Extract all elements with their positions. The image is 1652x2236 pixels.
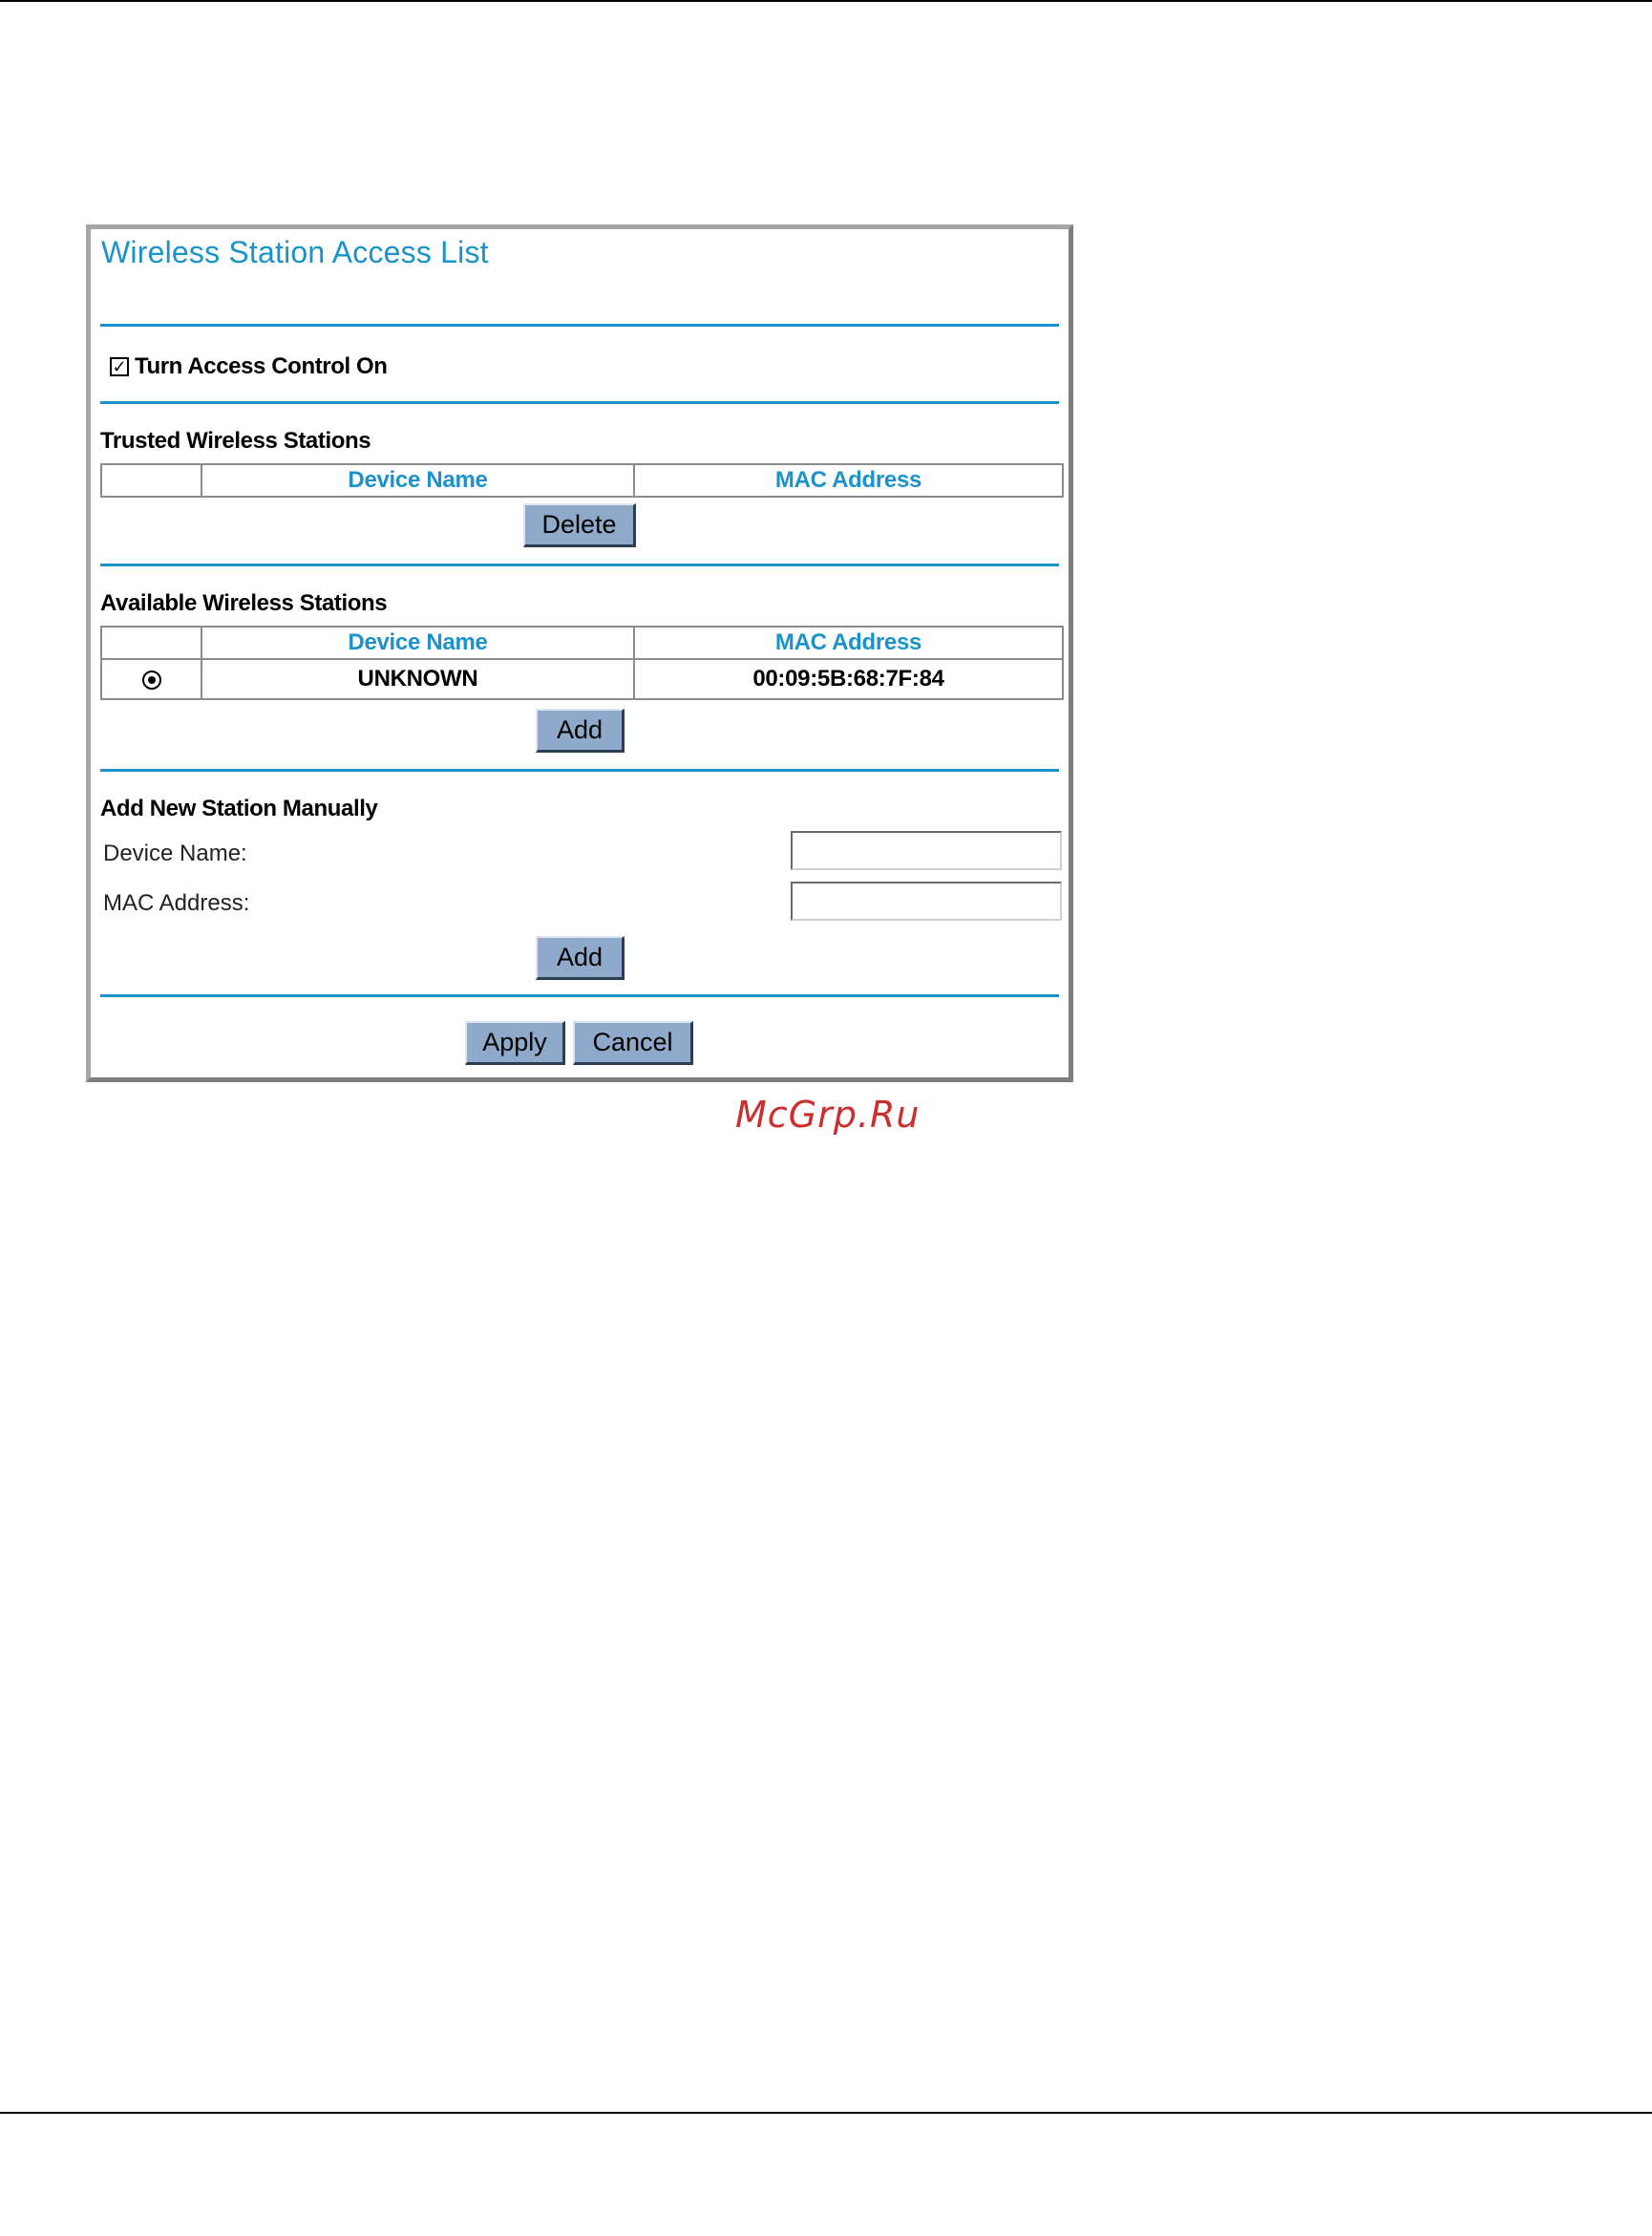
delete-button[interactable]: Delete [523,503,636,547]
page-title: Wireless Station Access List [101,235,489,269]
access-list-panel [86,224,1073,1082]
column-header-mac-address: MAC Address [634,464,1063,497]
apply-button[interactable]: Apply [465,1021,565,1065]
station-radio-cell[interactable] [101,659,201,699]
divider [100,564,1059,566]
access-control-checkbox[interactable] [110,357,129,376]
manual-heading: Add New Station Manually [100,796,378,821]
column-header-select [101,627,201,659]
available-table [100,626,1064,700]
page-bottom-rule [0,2112,1652,2114]
station-radio[interactable] [142,671,161,690]
access-control-label: Turn Access Control On [135,353,388,379]
page-top-rule [0,0,1652,2]
trusted-heading: Trusted Wireless Stations [100,428,371,454]
available-heading: Available Wireless Stations [100,590,388,616]
add-available-button[interactable]: Add [536,709,625,753]
device-name-label: Device Name: [103,841,247,866]
column-header-device-name: Device Name [201,464,634,497]
mac-address-field[interactable] [791,882,1062,921]
divider [100,769,1059,772]
divider [100,401,1059,404]
check-icon: ✓ [112,357,127,376]
trusted-table [100,463,1064,498]
divider [100,994,1059,997]
column-header-select [101,464,201,497]
table-row[interactable] [101,659,1063,699]
column-header-mac-address: MAC Address [634,627,1063,659]
column-header-device-name: Device Name [201,627,634,659]
access-control-row [110,353,388,380]
device-name-cell: UNKNOWN [201,659,634,699]
mac-address-cell: 00:09:5B:68:7F:84 [634,659,1063,699]
divider [100,324,1059,327]
add-manual-button[interactable]: Add [536,936,625,980]
mac-address-label: MAC Address: [103,890,250,916]
cancel-button[interactable]: Cancel [573,1021,693,1065]
device-name-field[interactable] [791,831,1062,870]
watermark: McGrp.Ru [735,1094,921,1136]
